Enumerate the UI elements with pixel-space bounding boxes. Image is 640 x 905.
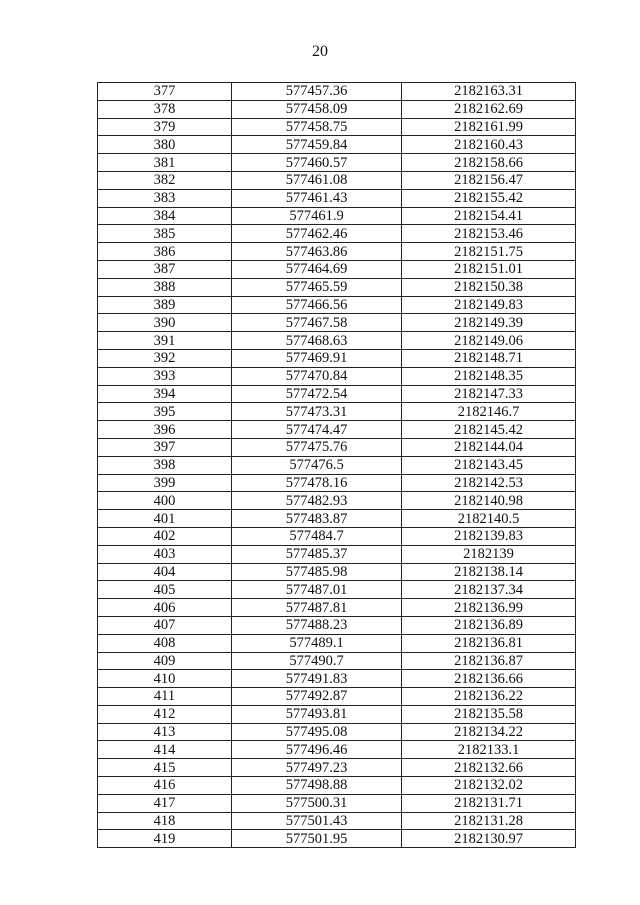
- table-row: [98, 207, 576, 225]
- table-row: [98, 349, 576, 367]
- x-coordinate-cell: 577463.86: [232, 243, 402, 261]
- table-row: [98, 705, 576, 723]
- point-number-cell: 403: [98, 545, 232, 563]
- point-number-cell: 410: [98, 670, 232, 688]
- table-row: [98, 563, 576, 581]
- y-coordinate-cell: 2182144.04: [402, 438, 576, 456]
- x-coordinate-cell: 577485.98: [232, 563, 402, 581]
- x-coordinate-cell: 577492.87: [232, 688, 402, 706]
- x-coordinate-cell: 577458.09: [232, 100, 402, 118]
- point-number-cell: 409: [98, 652, 232, 670]
- y-coordinate-cell: 2182135.58: [402, 705, 576, 723]
- table-row: [98, 296, 576, 314]
- point-number-cell: 383: [98, 189, 232, 207]
- y-coordinate-cell: 2182131.28: [402, 812, 576, 830]
- point-number-cell: 406: [98, 599, 232, 617]
- y-coordinate-cell: 2182145.42: [402, 421, 576, 439]
- point-number-cell: 397: [98, 438, 232, 456]
- table-row: [98, 545, 576, 563]
- y-coordinate-cell: 2182149.06: [402, 332, 576, 350]
- table-row: [98, 527, 576, 545]
- point-number-cell: 417: [98, 794, 232, 812]
- table-row: [98, 670, 576, 688]
- x-coordinate-cell: 577483.87: [232, 510, 402, 528]
- table-row: [98, 634, 576, 652]
- table-row: [98, 278, 576, 296]
- x-coordinate-cell: 577462.46: [232, 225, 402, 243]
- table-row: [98, 599, 576, 617]
- point-number-cell: 412: [98, 705, 232, 723]
- table-row: [98, 171, 576, 189]
- y-coordinate-cell: 2182149.39: [402, 314, 576, 332]
- table-row: [98, 243, 576, 261]
- y-coordinate-cell: 2182156.47: [402, 171, 576, 189]
- table-row: [98, 723, 576, 741]
- table-row: [98, 456, 576, 474]
- y-coordinate-cell: 2182134.22: [402, 723, 576, 741]
- x-coordinate-cell: 577461.9: [232, 207, 402, 225]
- point-number-cell: 388: [98, 278, 232, 296]
- x-coordinate-cell: 577469.91: [232, 349, 402, 367]
- table-row: [98, 492, 576, 510]
- y-coordinate-cell: 2182132.02: [402, 777, 576, 795]
- y-coordinate-cell: 2182133.1: [402, 741, 576, 759]
- x-coordinate-cell: 577484.7: [232, 527, 402, 545]
- point-number-cell: 389: [98, 296, 232, 314]
- x-coordinate-cell: 577475.76: [232, 438, 402, 456]
- x-coordinate-cell: 577501.43: [232, 812, 402, 830]
- x-coordinate-cell: 577487.81: [232, 599, 402, 617]
- table-row: [98, 741, 576, 759]
- y-coordinate-cell: 2182162.69: [402, 100, 576, 118]
- x-coordinate-cell: 577482.93: [232, 492, 402, 510]
- y-coordinate-cell: 2182151.75: [402, 243, 576, 261]
- table-row: [98, 581, 576, 599]
- table-row: [98, 652, 576, 670]
- x-coordinate-cell: 577473.31: [232, 403, 402, 421]
- y-coordinate-cell: 2182151.01: [402, 260, 576, 278]
- y-coordinate-cell: 2182148.71: [402, 349, 576, 367]
- table-row: [98, 616, 576, 634]
- point-number-cell: 381: [98, 154, 232, 172]
- x-coordinate-cell: 577491.83: [232, 670, 402, 688]
- table-row: [98, 136, 576, 154]
- x-coordinate-cell: 577485.37: [232, 545, 402, 563]
- point-number-cell: 390: [98, 314, 232, 332]
- point-number-cell: 391: [98, 332, 232, 350]
- table-row: [98, 100, 576, 118]
- table-body: [98, 83, 576, 848]
- table-row: [98, 385, 576, 403]
- table-row: [98, 332, 576, 350]
- table-row: [98, 83, 576, 101]
- x-coordinate-cell: 577490.7: [232, 652, 402, 670]
- point-number-cell: 411: [98, 688, 232, 706]
- point-number-cell: 380: [98, 136, 232, 154]
- point-number-cell: 398: [98, 456, 232, 474]
- y-coordinate-cell: 2182143.45: [402, 456, 576, 474]
- point-number-cell: 384: [98, 207, 232, 225]
- y-coordinate-cell: 2182139.83: [402, 527, 576, 545]
- x-coordinate-cell: 577464.69: [232, 260, 402, 278]
- table-row: [98, 438, 576, 456]
- table-row: [98, 260, 576, 278]
- y-coordinate-cell: 2182130.97: [402, 830, 576, 848]
- point-number-cell: 400: [98, 492, 232, 510]
- y-coordinate-cell: 2182136.22: [402, 688, 576, 706]
- y-coordinate-cell: 2182142.53: [402, 474, 576, 492]
- table-row: [98, 759, 576, 777]
- point-number-cell: 404: [98, 563, 232, 581]
- point-number-cell: 402: [98, 527, 232, 545]
- point-number-cell: 419: [98, 830, 232, 848]
- x-coordinate-cell: 577476.5: [232, 456, 402, 474]
- x-coordinate-cell: 577457.36: [232, 83, 402, 101]
- point-number-cell: 395: [98, 403, 232, 421]
- point-number-cell: 377: [98, 83, 232, 101]
- point-number-cell: 386: [98, 243, 232, 261]
- table-row: [98, 314, 576, 332]
- y-coordinate-cell: 2182139: [402, 545, 576, 563]
- table-row: [98, 688, 576, 706]
- y-coordinate-cell: 2182132.66: [402, 759, 576, 777]
- point-number-cell: 394: [98, 385, 232, 403]
- y-coordinate-cell: 2182160.43: [402, 136, 576, 154]
- point-number-cell: 415: [98, 759, 232, 777]
- y-coordinate-cell: 2182147.33: [402, 385, 576, 403]
- point-number-cell: 408: [98, 634, 232, 652]
- table-row: [98, 474, 576, 492]
- point-number-cell: 407: [98, 616, 232, 634]
- x-coordinate-cell: 577487.01: [232, 581, 402, 599]
- x-coordinate-cell: 577496.46: [232, 741, 402, 759]
- y-coordinate-cell: 2182136.66: [402, 670, 576, 688]
- table-row: [98, 812, 576, 830]
- x-coordinate-cell: 577500.31: [232, 794, 402, 812]
- x-coordinate-cell: 577466.56: [232, 296, 402, 314]
- x-coordinate-cell: 577495.08: [232, 723, 402, 741]
- y-coordinate-cell: 2182137.34: [402, 581, 576, 599]
- point-number-cell: 387: [98, 260, 232, 278]
- point-number-cell: 416: [98, 777, 232, 795]
- x-coordinate-cell: 577460.57: [232, 154, 402, 172]
- y-coordinate-cell: 2182150.38: [402, 278, 576, 296]
- y-coordinate-cell: 2182136.81: [402, 634, 576, 652]
- x-coordinate-cell: 577497.23: [232, 759, 402, 777]
- point-number-cell: 405: [98, 581, 232, 599]
- point-number-cell: 378: [98, 100, 232, 118]
- point-number-cell: 382: [98, 171, 232, 189]
- table-row: [98, 794, 576, 812]
- table-row: [98, 189, 576, 207]
- x-coordinate-cell: 577472.54: [232, 385, 402, 403]
- table-row: [98, 403, 576, 421]
- table-row: [98, 367, 576, 385]
- y-coordinate-cell: 2182154.41: [402, 207, 576, 225]
- y-coordinate-cell: 2182136.99: [402, 599, 576, 617]
- x-coordinate-cell: 577468.63: [232, 332, 402, 350]
- x-coordinate-cell: 577489.1: [232, 634, 402, 652]
- y-coordinate-cell: 2182155.42: [402, 189, 576, 207]
- y-coordinate-cell: 2182153.46: [402, 225, 576, 243]
- y-coordinate-cell: 2182149.83: [402, 296, 576, 314]
- point-number-cell: 414: [98, 741, 232, 759]
- x-coordinate-cell: 577493.81: [232, 705, 402, 723]
- y-coordinate-cell: 2182161.99: [402, 118, 576, 136]
- x-coordinate-cell: 577501.95: [232, 830, 402, 848]
- point-number-cell: 385: [98, 225, 232, 243]
- x-coordinate-cell: 577458.75: [232, 118, 402, 136]
- x-coordinate-cell: 577465.59: [232, 278, 402, 296]
- y-coordinate-cell: 2182163.31: [402, 83, 576, 101]
- table-row: [98, 225, 576, 243]
- point-number-cell: 392: [98, 349, 232, 367]
- y-coordinate-cell: 2182148.35: [402, 367, 576, 385]
- x-coordinate-cell: 577488.23: [232, 616, 402, 634]
- point-number-cell: 379: [98, 118, 232, 136]
- x-coordinate-cell: 577467.58: [232, 314, 402, 332]
- x-coordinate-cell: 577459.84: [232, 136, 402, 154]
- point-number-cell: 393: [98, 367, 232, 385]
- y-coordinate-cell: 2182140.98: [402, 492, 576, 510]
- y-coordinate-cell: 2182136.89: [402, 616, 576, 634]
- x-coordinate-cell: 577474.47: [232, 421, 402, 439]
- x-coordinate-cell: 577478.16: [232, 474, 402, 492]
- y-coordinate-cell: 2182131.71: [402, 794, 576, 812]
- table-row: [98, 421, 576, 439]
- y-coordinate-cell: 2182140.5: [402, 510, 576, 528]
- table-row: [98, 830, 576, 848]
- x-coordinate-cell: 577470.84: [232, 367, 402, 385]
- y-coordinate-cell: 2182136.87: [402, 652, 576, 670]
- point-number-cell: 413: [98, 723, 232, 741]
- table-row: [98, 510, 576, 528]
- x-coordinate-cell: 577461.08: [232, 171, 402, 189]
- point-number-cell: 401: [98, 510, 232, 528]
- point-number-cell: 418: [98, 812, 232, 830]
- x-coordinate-cell: 577461.43: [232, 189, 402, 207]
- point-number-cell: 399: [98, 474, 232, 492]
- table-row: [98, 777, 576, 795]
- y-coordinate-cell: 2182146.7: [402, 403, 576, 421]
- y-coordinate-cell: 2182158.66: [402, 154, 576, 172]
- page-number: 20: [312, 43, 328, 60]
- table-row: [98, 118, 576, 136]
- table-row: [98, 154, 576, 172]
- coordinates-table: [97, 82, 576, 848]
- x-coordinate-cell: 577498.88: [232, 777, 402, 795]
- y-coordinate-cell: 2182138.14: [402, 563, 576, 581]
- point-number-cell: 396: [98, 421, 232, 439]
